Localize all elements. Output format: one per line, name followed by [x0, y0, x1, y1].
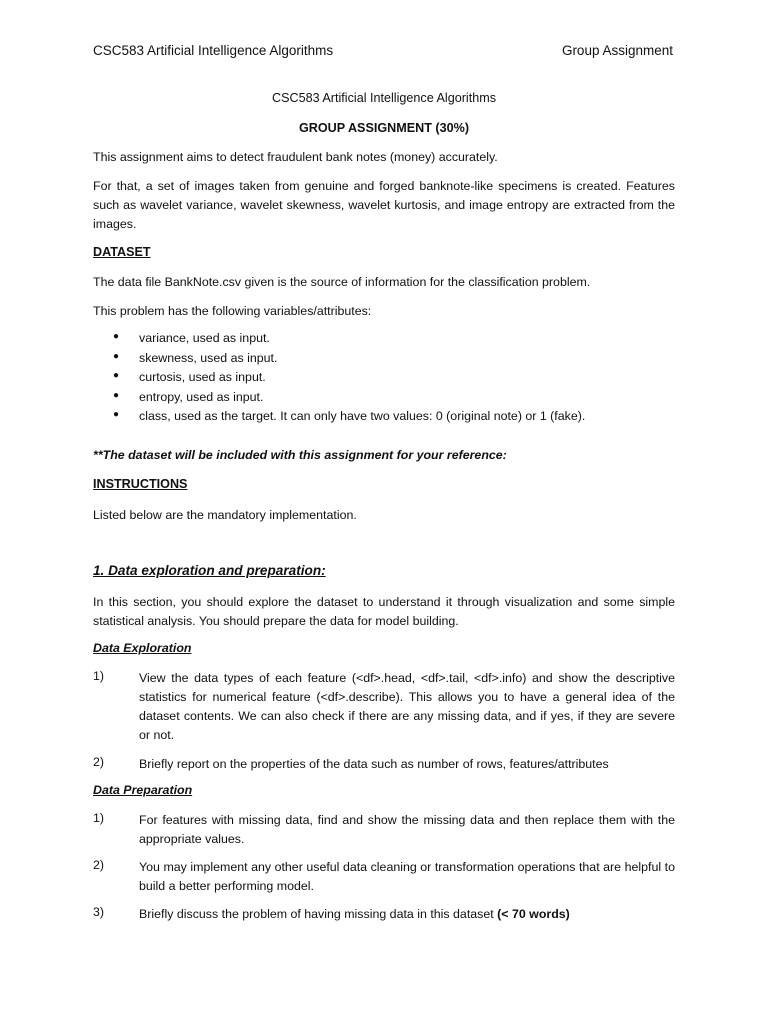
- dataset-note: **The dataset will be included with this assignment for your reference:: [93, 448, 507, 462]
- exploration-item-1-number: 1): [93, 669, 105, 683]
- instructions-heading: INSTRUCTIONS: [93, 477, 188, 491]
- intro-paragraph-1: This assignment aims to detect fraudulent bank notes (money) accurately.: [93, 150, 498, 164]
- header-course-title: CSC583 Artificial Intelligence Algorithms: [93, 43, 334, 58]
- instructions-line: Listed below are the mandatory implementation.: [93, 508, 357, 522]
- word-limit: (< 70 words): [497, 907, 570, 921]
- list-item-text: entropy, used as input.: [139, 390, 264, 404]
- bullet-icon: ●: [113, 351, 120, 362]
- doc-subtitle: GROUP ASSIGNMENT (30%): [298, 121, 470, 135]
- preparation-item-3-text: Briefly discuss the problem of having missing data in this dataset: [139, 907, 494, 921]
- doc-title: CSC583 Artificial Intelligence Algorithms: [272, 91, 496, 105]
- intro-paragraph-2: For that, a set of images taken from genuine and forged banknote-like specimens is created. Features such as wavelet variance, wavelet skewness, wavelet kurtosis, and image entropy are extracted from the images.: [93, 179, 675, 231]
- exploration-item-2-text: Briefly report on the properties of the data such as number of rows, features/attributes: [139, 757, 609, 771]
- preparation-item-1-number: 1): [93, 811, 105, 825]
- section-1-title: 1. Data exploration and preparation:: [93, 563, 326, 578]
- bullet-icon: ●: [113, 370, 120, 381]
- preparation-item-1-text: For features with missing data, find and show the missing data and then replace them with the appropriate values.: [139, 813, 675, 846]
- list-item-text: variance, used as input.: [139, 331, 270, 345]
- data-exploration-heading: Data Exploration: [93, 641, 192, 655]
- section-1-intro: In this section, you should explore the dataset to understand it through visualization and some simple statistical analysis. You should prepare the data for model building.: [93, 595, 675, 628]
- preparation-item-2-number: 2): [93, 858, 105, 872]
- header-assignment-label: Group Assignment: [561, 43, 673, 58]
- list-item-text: curtosis, used as input.: [139, 370, 266, 384]
- preparation-item-3-number: 3): [93, 905, 105, 919]
- list-item-text: class, used as the target. It can only have two values: 0 (original note) or 1 (fake).: [139, 409, 586, 423]
- dataset-line-2: This problem has the following variables/attributes:: [93, 304, 372, 318]
- dataset-heading: DATASET: [93, 245, 151, 259]
- exploration-item-1-text: View the data types of each feature (<df>.head, <df>.tail, <df>.info) and show the descriptive statistics for numerical feature (<df>.describe). This allows you to have a general idea of the dataset contents. We can also check if there are any missing data, and if yes, if they are severe or not.: [139, 671, 675, 742]
- exploration-item-2-number: 2): [93, 755, 105, 769]
- list-item-text: skewness, used as input.: [139, 351, 278, 365]
- dataset-line-1: The data file BankNote.csv given is the source of information for the classification problem.: [93, 275, 591, 289]
- preparation-item-3: [139, 905, 675, 924]
- preparation-item-2-text: You may implement any other useful data cleaning or transformation operations that are helpful to build a better performing model.: [139, 860, 675, 893]
- bullet-icon: ●: [113, 390, 120, 401]
- bullet-icon: ●: [113, 331, 120, 342]
- data-preparation-heading: Data Preparation: [93, 783, 193, 797]
- bullet-icon: ●: [113, 409, 120, 420]
